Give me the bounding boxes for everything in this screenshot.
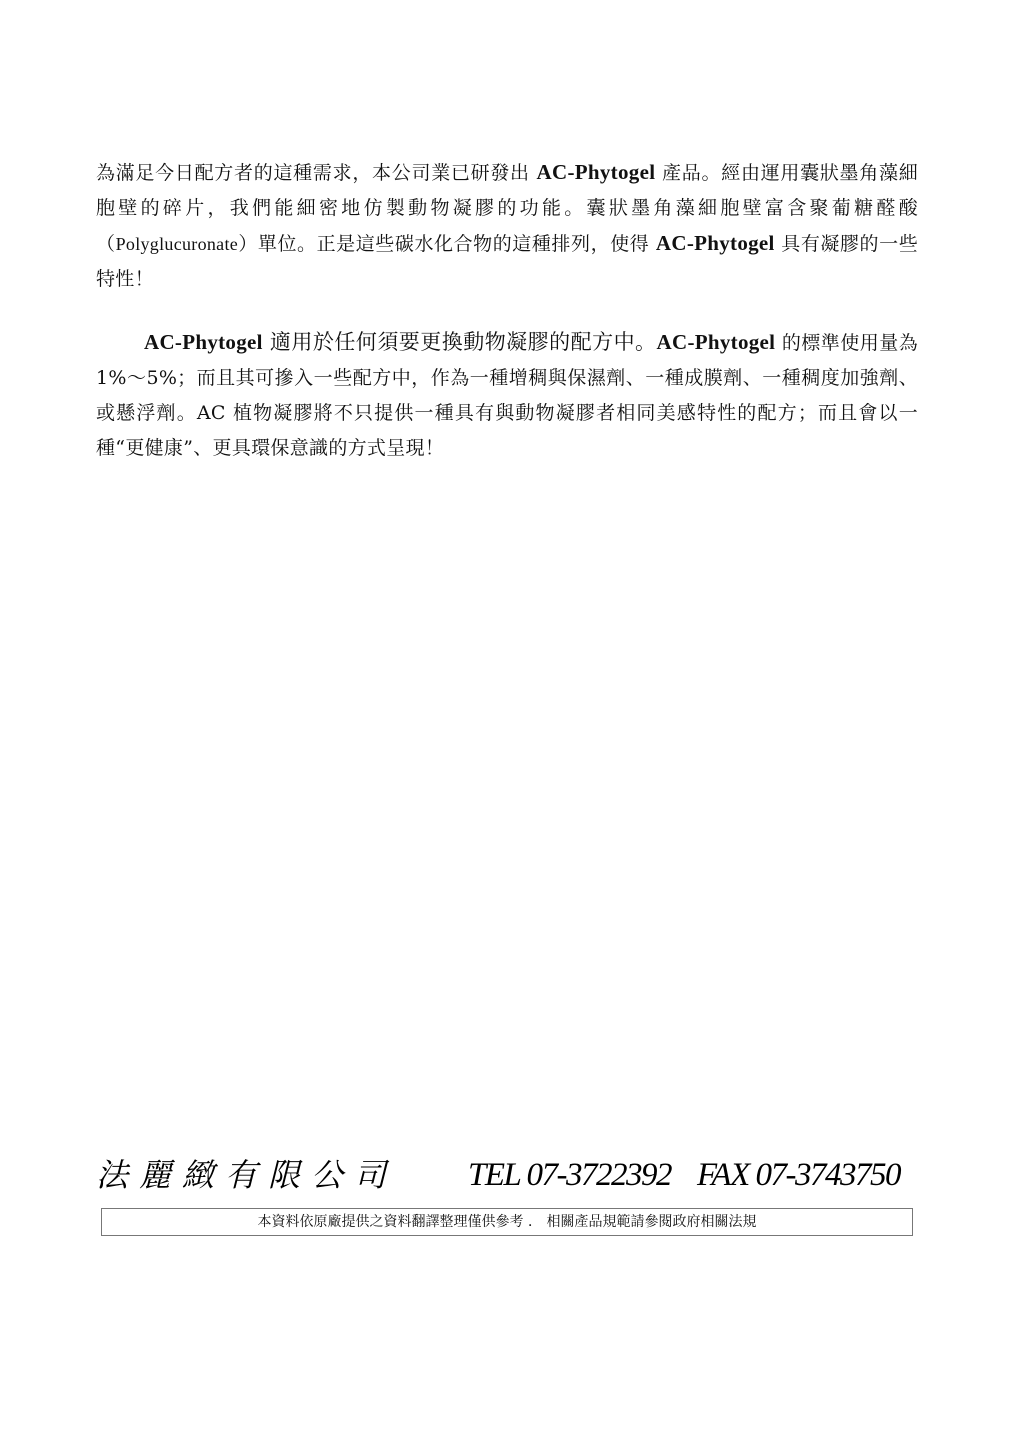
brand-name: AC-Phytogel xyxy=(144,330,263,354)
brand-name: AC-Phytogel xyxy=(656,330,776,354)
disclaimer-text: 本資料依原廠提供之資料翻譯整理僅供參考 ． 相關產品規範請參閱政府相關法規 xyxy=(257,1214,757,1230)
company-contact-line xyxy=(96,1152,918,1198)
disclaimer-box xyxy=(101,1208,913,1236)
paragraph-text: 適用於任何須要更換動物凝膠的配方中。 xyxy=(262,330,657,354)
paragraph-phytogel-usage xyxy=(96,325,918,466)
telephone-number: TEL 07-3722392 xyxy=(468,1157,672,1193)
paragraph-text: 為滿足今日配方者的這種需求，本公司業已研發出 xyxy=(96,162,537,184)
paragraph-text: ）單位。正是這些碳水化合物的這種排列，使得 xyxy=(238,233,656,255)
company-name: 法麗緻有限公司 xyxy=(96,1156,398,1194)
paragraph-text: 產品。經由運用囊狀墨角藻細胞壁的碎片，我們能細密地仿製動物凝膠的功能。囊狀墨角藻細胞壁富含聚葡糖醛酸（ xyxy=(96,162,918,255)
paragraph-text: 具有凝膠的一些特性！ xyxy=(96,233,918,290)
contact-numbers xyxy=(468,1152,900,1198)
fax-number: FAX 07-3743750 xyxy=(697,1157,900,1193)
brand-name: AC-Phytogel xyxy=(536,160,656,184)
paragraph-text: 的標準使用量為 1%～5%；而且其可摻入一些配方中，作為一種增稠與保濕劑、一種成膜劑、一種稠度加強劑、或懸浮劑。AC 植物凝膠將不只提供一種具有與動物凝膠者相同美感特性的配方；而且會以一種“更健康”、更具環保意識的方式呈現！ xyxy=(96,332,918,459)
paragraph-phytogel-intro xyxy=(96,155,918,297)
chemical-term: Polyglucuronate xyxy=(115,234,239,254)
brand-name: AC-Phytogel xyxy=(655,231,775,255)
